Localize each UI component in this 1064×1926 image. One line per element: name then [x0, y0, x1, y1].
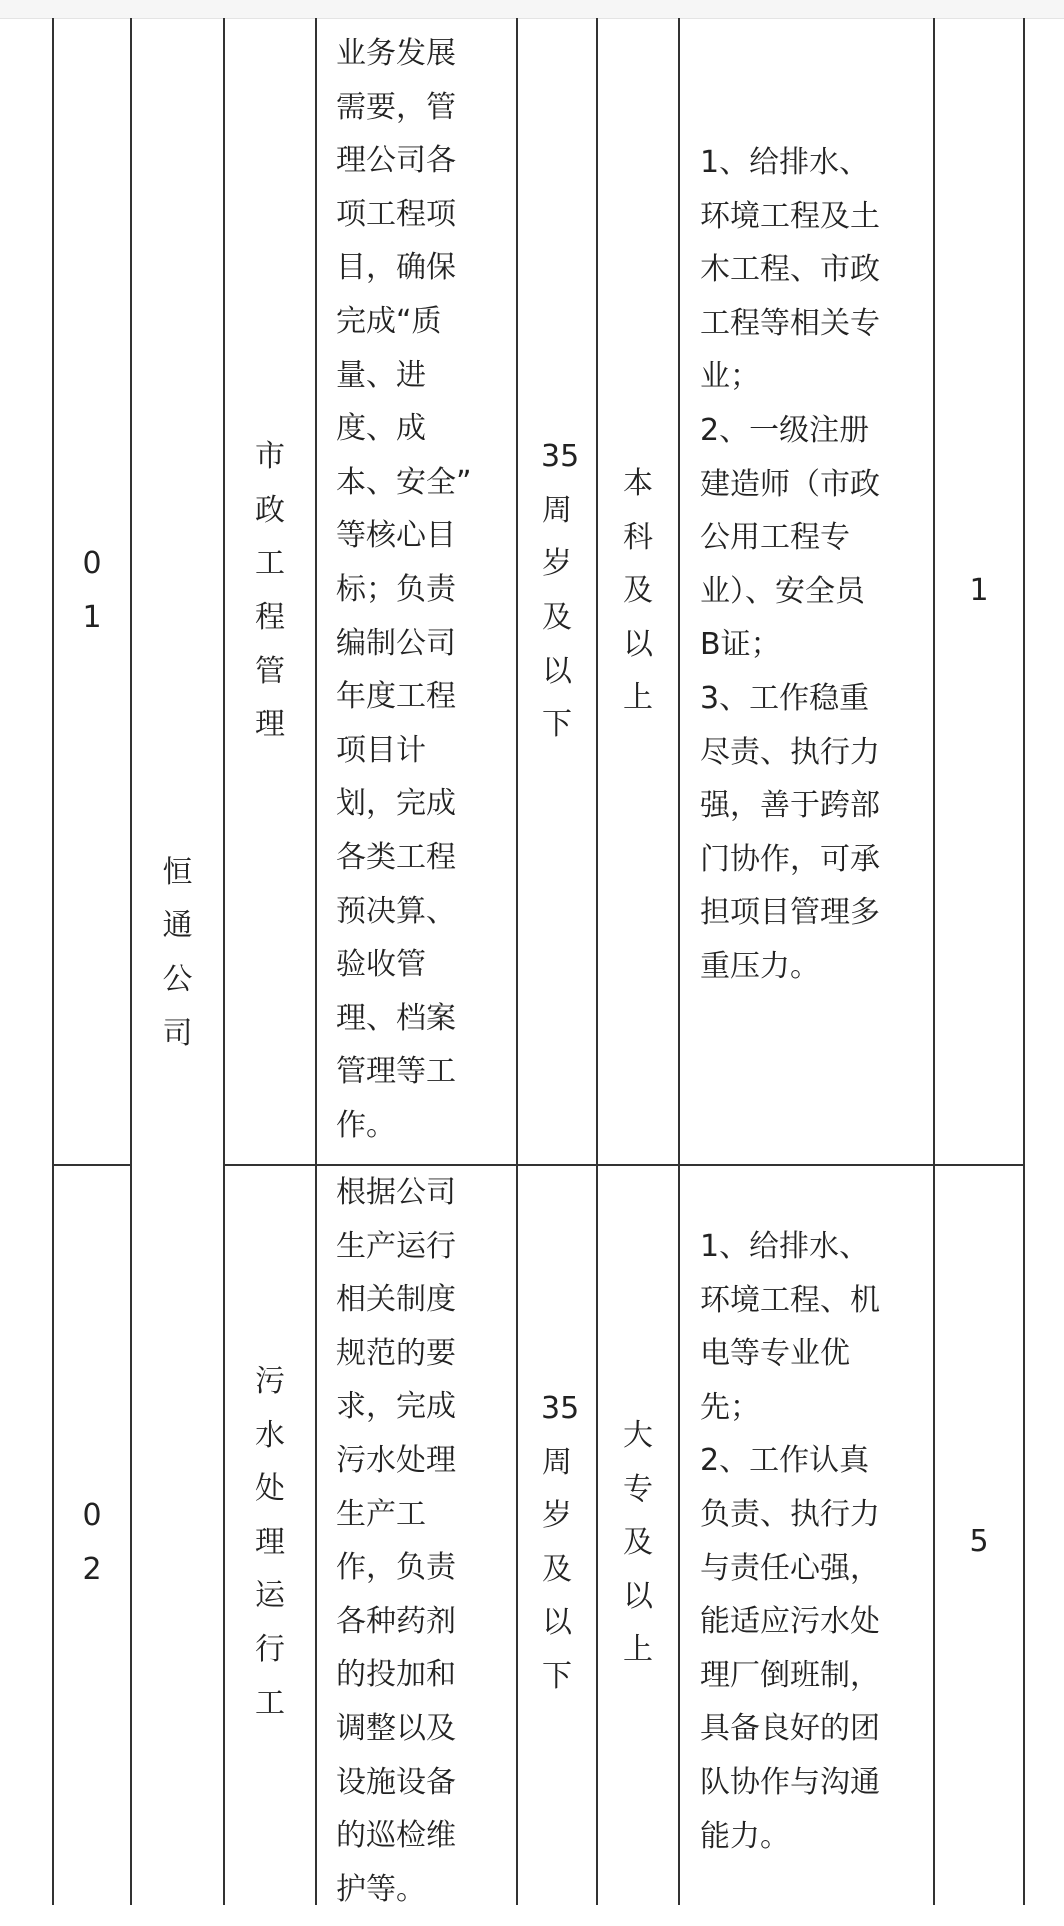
text-line: 项目计 [336, 732, 426, 768]
text-line: 重压力。 [700, 948, 820, 984]
text-line: 业）、安全员 [700, 573, 865, 609]
text-line: 规范的要 [336, 1335, 456, 1371]
text-line: 作，负责 [336, 1550, 456, 1586]
text-line: 1、给排水、 [700, 145, 870, 180]
char: 通 [162, 908, 193, 944]
char: 污 [255, 1364, 285, 1399]
text-line: 理公司各 [336, 143, 456, 179]
char: 上 [623, 680, 653, 716]
row-1-age [518, 18, 596, 1164]
char: 35 [541, 1391, 580, 1426]
char: 专 [623, 1471, 653, 1507]
char: 行 [255, 1631, 285, 1667]
text-line: 设施设备 [336, 1764, 456, 1800]
grid-line [678, 18, 680, 1905]
text-line: 根据公司 [336, 1175, 456, 1210]
row-1-requirements [700, 136, 880, 994]
char: 恒 [162, 854, 193, 890]
char: 本 [623, 466, 653, 502]
text-line: 环境工程及土 [700, 198, 880, 234]
char: 上 [623, 1632, 653, 1668]
text-line: 等核心目 [336, 518, 456, 554]
char: 下 [542, 1658, 572, 1694]
char: 运 [255, 1578, 285, 1614]
text-line: 污水处理 [336, 1442, 456, 1478]
row-1-education [598, 18, 678, 1164]
text-line: 门协作，可承 [700, 841, 880, 877]
char: 工 [255, 546, 285, 582]
text-line: 调整以及 [336, 1710, 456, 1746]
grid-line [315, 18, 317, 1905]
text-line: 的巡检维 [336, 1818, 456, 1854]
text-line: 工程等相关专 [700, 305, 880, 341]
char: 程 [255, 600, 285, 635]
text-line: 2、一级注册 [700, 412, 870, 448]
text-line: 2、工作认真 [700, 1443, 870, 1479]
text-line: B证； [700, 627, 781, 663]
char: 以 [623, 626, 653, 662]
text-line: 负责、执行力 [700, 1496, 880, 1532]
char: 以 [542, 1605, 572, 1641]
row-2-count [935, 1512, 1023, 1572]
grid-line [1023, 18, 1025, 1905]
text-line: 项工程项 [336, 196, 456, 232]
text-line: 完成“质 [336, 303, 442, 339]
row-1-duties [336, 27, 472, 1152]
text-line: 生产工 [336, 1496, 426, 1532]
char: 水 [255, 1417, 285, 1453]
text-line: 能适应污水处 [700, 1604, 880, 1640]
char: 周 [542, 492, 572, 528]
char: 35 [541, 439, 580, 475]
char: 科 [623, 519, 653, 555]
row-2-duties [336, 1166, 456, 1916]
row-2-education [598, 1166, 678, 1926]
char: 岁 [542, 1498, 572, 1534]
text-line: 担项目管理多 [700, 895, 880, 931]
row-2-position [225, 1166, 315, 1926]
text-line: 目，确保 [336, 250, 456, 286]
text-line: 建造师（市政 [700, 466, 880, 502]
char: 以 [542, 653, 572, 689]
text-line: 生产运行 [336, 1228, 456, 1264]
char: 以 [623, 1578, 653, 1614]
text-line: 各类工程 [336, 839, 456, 875]
char: 及 [542, 600, 572, 635]
text-line: 度、成 [336, 411, 426, 447]
char: 理 [255, 707, 285, 743]
char: 工 [255, 1685, 285, 1721]
row-1-count [935, 18, 1023, 1164]
text-line: 业； [700, 359, 760, 395]
char: 理 [255, 1524, 285, 1560]
text-line: 3、工作稳重 [700, 680, 870, 716]
text-line: 先； [700, 1389, 760, 1425]
row-2-age [518, 1166, 596, 1926]
char: 周 [542, 1444, 572, 1480]
row-2-requirements [700, 1220, 880, 1863]
char: 公 [162, 962, 193, 997]
char: 司 [162, 1015, 193, 1051]
char: 1 [82, 600, 102, 635]
text-line: 作。 [336, 1107, 396, 1143]
char: 处 [255, 1471, 285, 1507]
text-line: 求，完成 [336, 1389, 456, 1425]
text-line: 编制公司 [336, 625, 456, 661]
top-band [0, 0, 1064, 19]
text-line: 环境工程、机 [700, 1282, 880, 1318]
text-line: 与责任心强， [700, 1550, 880, 1586]
text-line: 本、安全” [336, 464, 472, 500]
text-line: 需要，管 [336, 89, 456, 125]
text-line: 验收管 [336, 947, 426, 983]
text-line: 电等专业优 [700, 1336, 850, 1372]
char: 政 [255, 492, 285, 528]
text-line: 管理等工 [336, 1054, 456, 1090]
text-line: 木工程、市政 [700, 252, 880, 288]
row-2-number [54, 1166, 130, 1926]
text-line: 业务发展 [336, 36, 456, 71]
text-line: 量、进 [336, 357, 426, 393]
text-line: 各种药剂 [336, 1603, 456, 1639]
char: 市 [255, 439, 285, 475]
text-line: 具备良好的团 [700, 1711, 880, 1747]
char: 0 [82, 546, 102, 582]
char: 2 [82, 1551, 102, 1587]
char: 及 [623, 1525, 653, 1561]
text-line: 理、档案 [336, 1000, 456, 1036]
row-1-number [54, 18, 130, 1164]
count-value: 1 [969, 573, 989, 609]
char: 大 [623, 1418, 653, 1453]
char: 及 [623, 573, 653, 609]
text-line: 尽责、执行力 [700, 734, 880, 770]
text-line: 标；负责 [336, 571, 456, 607]
row-1-position [225, 18, 315, 1164]
count-value: 5 [969, 1524, 989, 1560]
text-line: 公用工程专 [700, 520, 850, 556]
char: 岁 [542, 546, 572, 582]
text-line: 相关制度 [336, 1282, 456, 1318]
char: 及 [542, 1551, 572, 1587]
text-line: 预决算、 [336, 893, 456, 929]
char: 管 [255, 653, 285, 689]
char: 下 [542, 707, 572, 743]
company-name [132, 843, 223, 1063]
text-line: 理厂倒班制， [700, 1657, 880, 1693]
char: 0 [82, 1498, 102, 1533]
text-line: 队协作与沟通 [700, 1764, 880, 1800]
text-line: 强，善于跨部 [700, 788, 880, 824]
text-line: 划，完成 [336, 786, 456, 822]
text-line: 能力。 [700, 1818, 790, 1854]
text-line: 护等。 [336, 1871, 426, 1907]
text-line: 1、给排水、 [700, 1229, 870, 1264]
text-line: 年度工程 [336, 679, 456, 715]
text-line: 的投加和 [336, 1657, 456, 1693]
